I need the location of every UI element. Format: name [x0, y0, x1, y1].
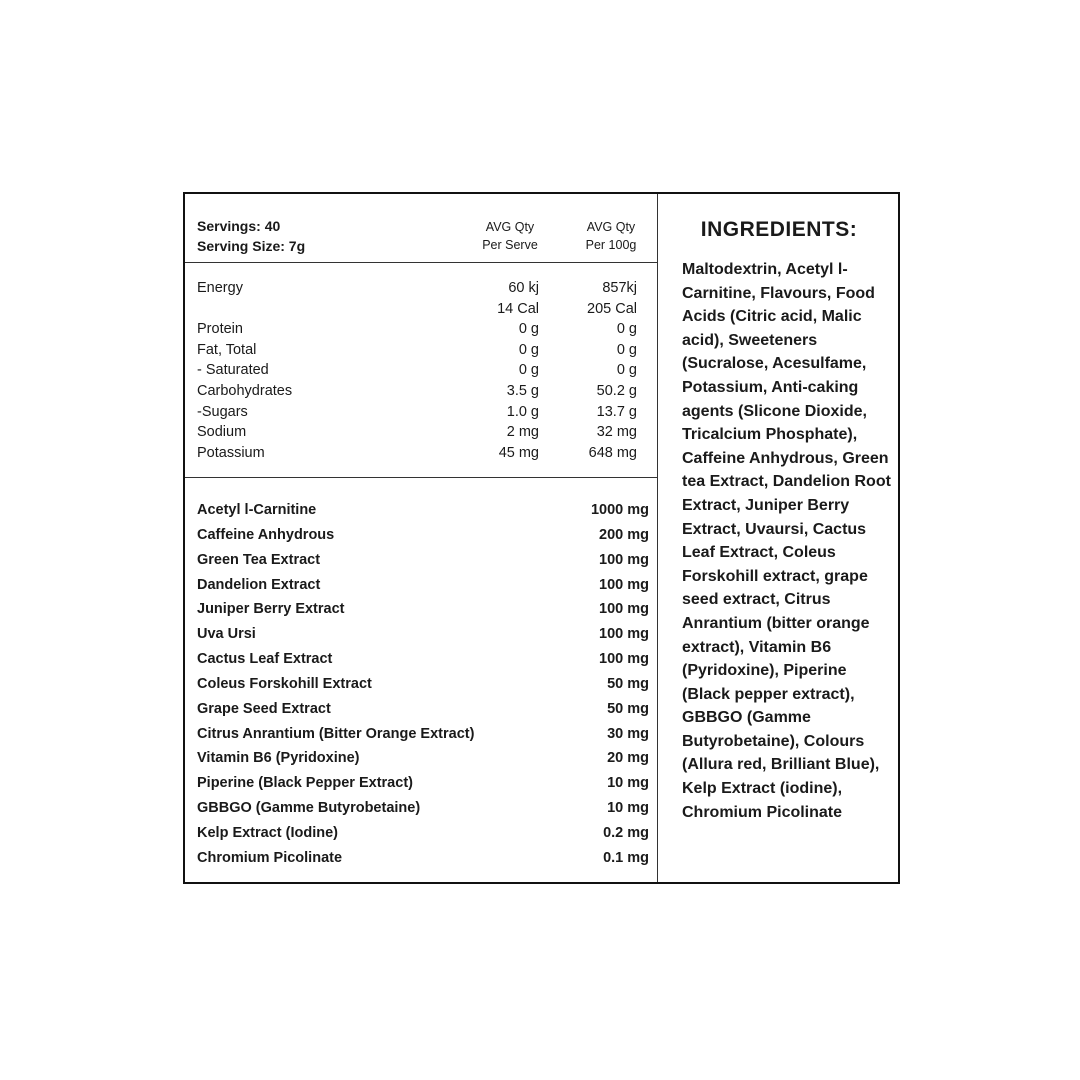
active-ingredient-amount: 100 mg [599, 576, 649, 593]
serving-info [197, 216, 305, 256]
nutrition-row [197, 301, 637, 322]
active-ingredient-row [197, 750, 649, 775]
active-ingredient-label: Acetyl l-Carnitine [197, 502, 317, 518]
per-serve-value: 0 g [518, 362, 539, 379]
per-100g-value: 0 g [616, 341, 637, 358]
per-serve-value: 45 mg [498, 444, 539, 461]
per-100g-value: 648 mg [588, 444, 637, 461]
active-ingredient-label: Uva Ursi [197, 626, 256, 643]
column-header-per-serve [465, 218, 555, 254]
servings-text: Servings: 40 [197, 218, 281, 234]
active-ingredient-row [197, 651, 649, 676]
per-serve-value: 14 Cal [497, 300, 539, 317]
active-ingredient-label: Cactus Leaf Extract [197, 651, 333, 668]
column-header-per-100g [566, 218, 656, 254]
nutrition-row [197, 424, 637, 445]
active-ingredient-row [197, 601, 649, 626]
section-divider [185, 477, 657, 478]
per-100g-value: 205 Cal [587, 300, 637, 317]
ingredients-title: INGREDIENTS: [700, 218, 858, 241]
active-ingredient-label: GBBGO (Gamme Butyrobetaine) [197, 800, 421, 817]
active-ingredient-label: Caffeine Anhydrous [197, 526, 335, 543]
header-divider [185, 262, 657, 263]
active-ingredient-amount: 100 mg [599, 551, 649, 568]
column-divider [657, 194, 658, 882]
active-ingredients-table [197, 502, 649, 875]
active-ingredient-amount: 10 mg [607, 775, 649, 792]
per-serve-value: 60 kj [508, 280, 539, 296]
nutrition-row [197, 362, 637, 383]
nutrition-row [197, 321, 637, 342]
nutrient-label: Energy [197, 280, 243, 296]
nutrient-label: -Sugars [197, 403, 248, 420]
active-ingredient-row [197, 676, 649, 701]
nutrition-row [197, 404, 637, 425]
active-ingredient-label: Piperine (Black Pepper Extract) [197, 775, 413, 792]
per-serve-value: 0 g [518, 341, 539, 358]
nutrition-row [197, 445, 637, 466]
per-100g-value: 857kj [602, 280, 637, 296]
active-ingredient-row [197, 850, 649, 875]
active-ingredient-amount: 100 mg [599, 601, 649, 618]
active-ingredient-label: Juniper Berry Extract [197, 601, 345, 618]
column-header-line: AVG Qty [485, 220, 535, 234]
per-100g-value: 50.2 g [596, 382, 637, 399]
active-ingredient-row [197, 502, 649, 527]
active-ingredient-amount: 1000 mg [590, 502, 649, 518]
active-ingredient-amount: 50 mg [607, 700, 649, 717]
active-ingredient-row [197, 775, 649, 800]
column-header-line: Per 100g [585, 238, 637, 252]
per-100g-value: 32 mg [596, 424, 637, 441]
per-100g-value: 13.7 g [596, 403, 637, 420]
active-ingredient-label: Chromium Picolinate [197, 849, 343, 866]
nutrient-label: Carbohydrates [197, 382, 293, 399]
nutrition-panel [183, 192, 900, 884]
per-serve-value: 0 g [518, 321, 539, 338]
active-ingredient-amount: 200 mg [599, 526, 649, 543]
active-ingredient-row [197, 527, 649, 552]
per-serve-value: 2 mg [506, 424, 539, 441]
per-100g-value: 0 g [616, 321, 637, 338]
active-ingredient-amount: 50 mg [607, 675, 649, 692]
active-ingredient-amount: 10 mg [607, 800, 649, 817]
active-ingredient-row [197, 800, 649, 825]
active-ingredient-amount: 20 mg [607, 750, 649, 767]
nutrition-row [197, 383, 637, 404]
active-ingredient-label: Green Tea Extract [197, 551, 321, 568]
nutrition-table [197, 280, 637, 465]
active-ingredient-amount: 30 mg [607, 725, 649, 742]
column-header-line: AVG Qty [586, 220, 636, 234]
active-ingredient-amount: 100 mg [599, 651, 649, 668]
active-ingredient-row [197, 577, 649, 602]
active-ingredient-row [197, 825, 649, 850]
nutrition-row [197, 280, 637, 301]
per-serve-value: 1.0 g [506, 403, 539, 420]
column-header-line: Per Serve [482, 238, 538, 252]
active-ingredient-row [197, 626, 649, 651]
active-ingredient-label: Kelp Extract (Iodine) [197, 824, 338, 841]
nutrition-row [197, 342, 637, 363]
active-ingredient-row [197, 552, 649, 577]
serving-size-text: Serving Size: 7g [197, 238, 306, 254]
active-ingredient-label: Coleus Forskohill Extract [197, 675, 372, 692]
nutrient-label: Protein [197, 321, 243, 338]
active-ingredient-label: Citrus Anrantium (Bitter Orange Extract) [197, 725, 475, 742]
nutrient-label: - Saturated [197, 362, 269, 379]
active-ingredient-amount: 0.1 mg [603, 849, 649, 866]
nutrient-label: Potassium [197, 444, 265, 461]
nutrient-label: Fat, Total [197, 341, 257, 358]
active-ingredient-row [197, 726, 649, 751]
per-serve-value: 3.5 g [506, 382, 539, 399]
ingredients-text: Maltodextrin, Acetyl l-Carnitine, Flavours, Food Acids (Citric acid, Malic acid), Sweeteners (Sucralose, Acesulfame, Potassium, Anti-caking agents (Slicone Dioxide, Tricalcium Phosphate), Caffeine Anhydrous, Green tea Extract, Dandelion Root Extract, Juniper Berry Extract, Uvaursi, Cactus Leaf Extract, Coleus Forskohill extract, grape seed extract, Citrus Anrantium (bitter orange extract), Vitamin B6 (Pyridoxine), Piperine (Black pepper extract), GBBGO (Gamme Butyrobetaine), Colours (Allura red, Brilliant Blue), Kelp Extract (iodine), Chromium Picolinate [682, 261, 891, 821]
per-100g-value: 0 g [616, 362, 637, 379]
active-ingredient-row [197, 701, 649, 726]
active-ingredient-amount: 0.2 mg [603, 824, 649, 841]
active-ingredient-label: Vitamin B6 (Pyridoxine) [197, 750, 360, 767]
active-ingredient-label: Grape Seed Extract [197, 700, 331, 717]
active-ingredient-amount: 100 mg [599, 626, 649, 643]
nutrient-label: Sodium [197, 424, 247, 441]
active-ingredient-label: Dandelion Extract [197, 576, 321, 593]
